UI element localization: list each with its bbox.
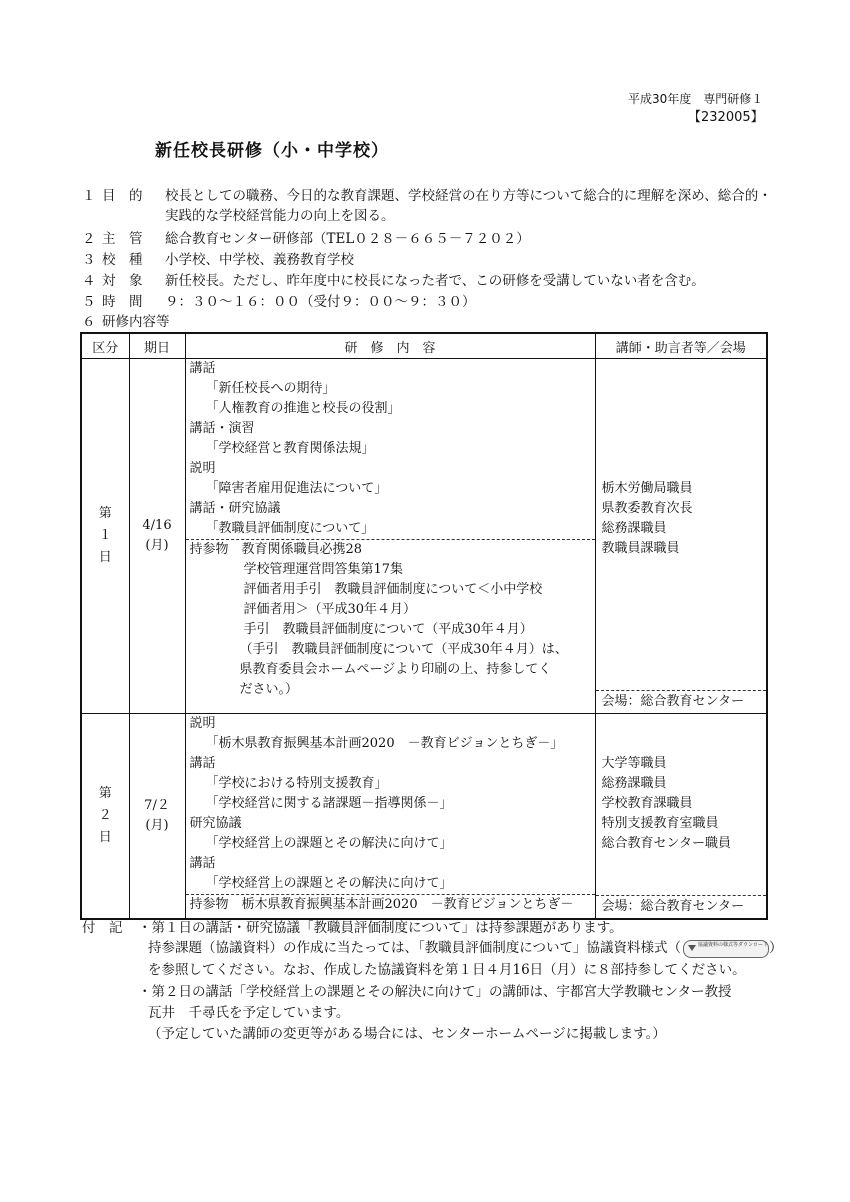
- day-char: １: [98, 528, 112, 543]
- section-value: 小学校、中学校、義務教育学校: [165, 252, 354, 268]
- content-line: 持参物 教育関係職員必携28: [186, 539, 595, 560]
- content-list: [186, 359, 595, 700]
- instructor-list: [602, 479, 693, 559]
- section-label: 校 種: [102, 252, 143, 268]
- section-target: [0, 271, 850, 291]
- section-school-type: [0, 250, 850, 270]
- content-line: 「学校における特別支援教育」: [205, 776, 388, 791]
- note-line: [148, 938, 782, 958]
- content-line: 講話・研究協議: [189, 501, 281, 516]
- content-line: 評価者用手引 教職員評価制度について＜小中学校: [243, 582, 543, 597]
- content-line: 県教育委員会ホームページより印刷の上、持参してく: [239, 662, 552, 677]
- content-line: 「人権教育の推進と校長の役割」: [205, 401, 401, 416]
- section-value: 実践的な学校経営能力の向上を図る。: [165, 208, 395, 224]
- section-number: ２: [82, 231, 96, 247]
- note-line: （予定していた講師の変更等がある場合には、センターホームページに掲載します。）: [148, 1026, 666, 1042]
- section-number: ６: [82, 314, 96, 330]
- venue-label: 会場：総合教育センター: [596, 690, 767, 713]
- date-cell: [129, 359, 185, 714]
- content-line: 「学校経営上の課題とその解決に向けて」: [205, 836, 453, 851]
- section-purpose: [0, 186, 850, 206]
- note-line: ・第１日の講話・研究協議「教職員評価制度について」は持参課題があります。: [138, 920, 623, 936]
- note-text: ）: [768, 940, 783, 956]
- day-char: 第: [98, 506, 112, 521]
- day-cell: [81, 359, 129, 714]
- day-char: 日: [98, 830, 112, 845]
- weekday-value: (月): [145, 538, 169, 553]
- content-list: [186, 714, 595, 915]
- content-line: （手引 教職員評価制度について（平成30年４月）は、: [239, 642, 568, 657]
- content-line: 説明: [189, 716, 216, 731]
- notes-label: 付 記: [82, 920, 123, 936]
- content-line: 「学校経営と教育関係法規」: [205, 441, 375, 456]
- content-line: 講話: [189, 756, 216, 771]
- content-line: 「教職員評価制度について」: [205, 521, 375, 536]
- date-cell: [129, 714, 185, 920]
- header-kubun: 区分: [81, 333, 129, 359]
- instructor-item: 総務課職員: [601, 776, 667, 791]
- content-line: 講話: [189, 361, 216, 376]
- content-line: 研究協議: [189, 816, 242, 831]
- content-line: 講話・演習: [189, 421, 255, 436]
- table-row-day2: [81, 714, 767, 920]
- section-value: ９：３０～１６：００（受付９：００～９：３０）: [165, 294, 476, 310]
- section-number: ３: [82, 252, 96, 268]
- section-contents: [0, 312, 850, 332]
- date-value: 4/16: [142, 518, 172, 533]
- download-label: 協議資料の様式等ダウンロード: [697, 941, 768, 948]
- content-line: 講話: [189, 856, 216, 871]
- content-cell: [185, 714, 595, 920]
- section-number: ４: [82, 273, 96, 289]
- content-line: 「学校経営上の課題とその解決に向けて」: [205, 876, 453, 891]
- instructor-item: 総合教育センター職員: [601, 836, 731, 851]
- section-value: 総合教育センター研修部（TEL０２８－６６５－７２０２）: [165, 231, 530, 247]
- section-label: 主 管: [102, 231, 143, 247]
- section-label: 対 象: [102, 273, 143, 289]
- content-line: ださい。）: [239, 682, 299, 697]
- day-char: 第: [98, 786, 112, 801]
- instructor-item: 教職員課職員: [601, 541, 680, 556]
- instructor-cell: [595, 714, 767, 920]
- section-value: 新任校長。ただし、昨年度中に校長になった者で、この研修を受講していない者を含む。: [165, 273, 705, 289]
- content-line: 持参物 栃木県教育振興基本計画2020 －教育ビジョンとちぎ－: [186, 894, 595, 915]
- day-char: 日: [98, 550, 112, 565]
- note-text: 持参課題（協議資料）の作成に当たっては、「教職員評価制度について」協議資料様式（: [148, 940, 681, 956]
- header-content: 研 修 内 容: [185, 333, 595, 359]
- section-value: 校長としての職務、今日的な教育課題、学校経営の在り方等について総合的に理解を深め、総合的・: [165, 188, 772, 204]
- venue-label: 会場：総合教育センター: [596, 895, 767, 918]
- download-icon: [688, 945, 696, 951]
- instructor-item: 県教委教育次長: [601, 501, 693, 516]
- day-cell: [81, 714, 129, 920]
- content-line: 学校管理運営問答集第17集: [243, 562, 404, 577]
- instructor-item: 大学等職員: [601, 756, 667, 771]
- content-line: 手引 教職員評価制度について（平成30年４月）: [243, 622, 533, 637]
- note-line: ・第２日の講話「学校経営上の課題とその解決に向けて」の講師は、宇都宮大学教職センター教授: [138, 984, 732, 1000]
- note-line: 瓦井 千尋氏を予定しています。: [148, 1005, 350, 1021]
- section-label: 研修内容等: [102, 314, 170, 330]
- section-label: 時 間: [102, 294, 143, 310]
- instructor-item: 学校教育課職員: [601, 796, 693, 811]
- instructor-item: 特別支援教育室職員: [601, 816, 719, 831]
- table-row-day1: [81, 359, 767, 714]
- content-line: 説明: [189, 461, 216, 476]
- instructor-cell: [595, 359, 767, 714]
- content-line: 「学校経営に関する諸課題－指導関係－」: [205, 796, 453, 811]
- schedule-table: [80, 332, 768, 920]
- section-purpose-cont: [0, 206, 850, 226]
- program-label: 平成30年度 専門研修１: [628, 92, 764, 106]
- content-line: 「新任校長への期待」: [205, 381, 336, 396]
- weekday-value: (月): [145, 818, 169, 833]
- program-code: 【232005】: [688, 110, 764, 125]
- day-char: ２: [98, 808, 112, 823]
- content-line: 「障害者雇用促進法について」: [205, 481, 388, 496]
- content-cell: [185, 359, 595, 714]
- section-number: １: [82, 188, 96, 204]
- section-time: [0, 292, 850, 312]
- section-organizer: [0, 229, 850, 249]
- content-line: 評価者用＞（平成30年４月）: [243, 602, 417, 617]
- download-button[interactable]: [683, 940, 769, 958]
- header-instructors: 講師・助言者等／会場: [595, 333, 767, 359]
- page-title: 新任校長研修（小・中学校）: [155, 141, 389, 161]
- table-header-row: [81, 333, 767, 359]
- instructor-item: 栃木労働局職員: [601, 481, 693, 496]
- content-line: 「栃木県教育振興基本計画2020 －教育ビジョンとちぎ－」: [205, 736, 564, 751]
- date-value: 7/２: [144, 798, 170, 813]
- instructor-item: 総務課職員: [601, 521, 667, 536]
- section-label: 目 的: [102, 188, 143, 204]
- note-line: を参照してください。なお、作成した協議資料を第１日４月16日（月）に８部持参してください。: [148, 962, 746, 978]
- header-date: 期日: [129, 333, 185, 359]
- instructor-list: [602, 754, 731, 854]
- section-number: ５: [82, 294, 96, 310]
